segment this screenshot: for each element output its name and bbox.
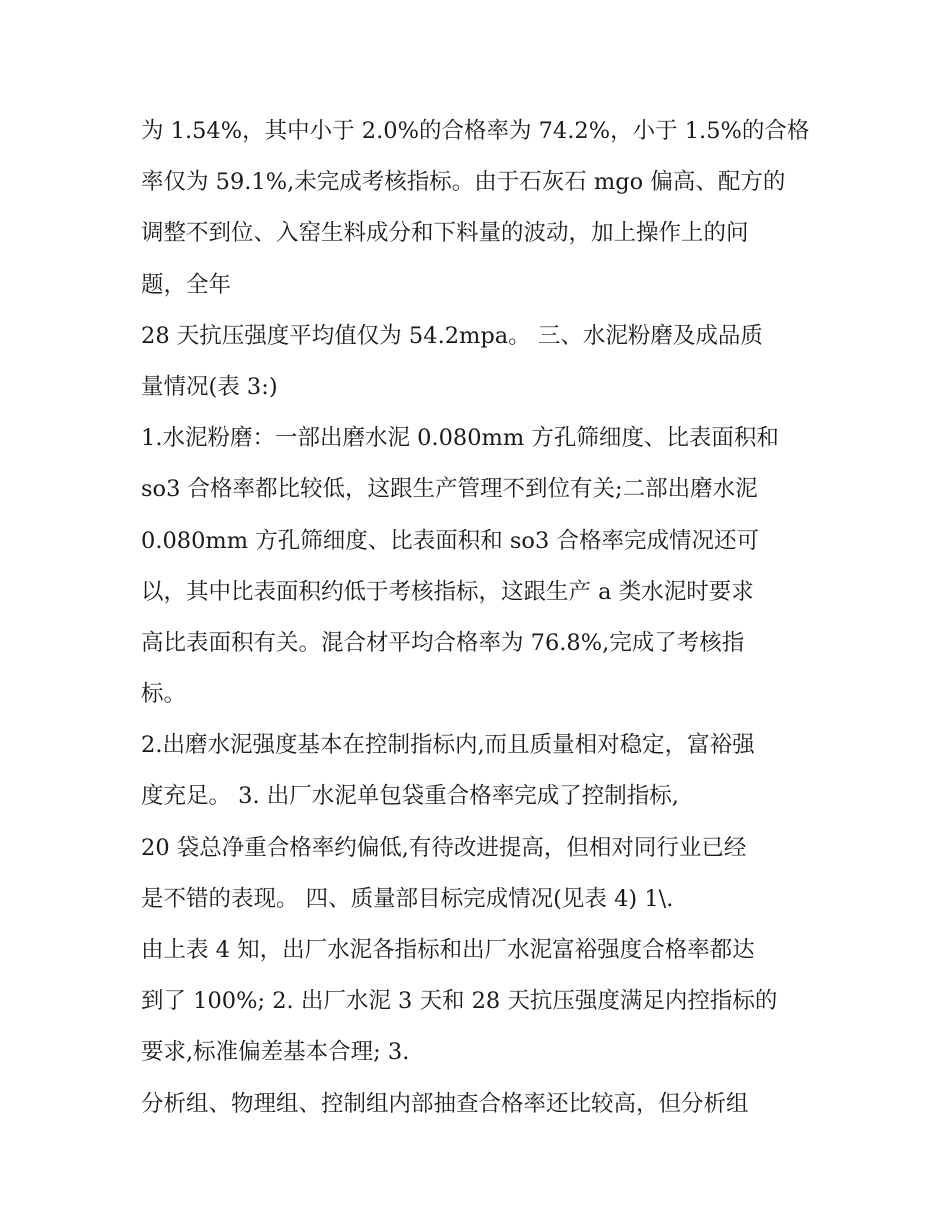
text-line: 到了 100%; 2. 出厂水泥 3 天和 28 天抗压强度满足内控指标的 (141, 988, 778, 1015)
body-text (141, 106, 821, 1130)
text-line: 高比表面积有关。混合材平均合格率为 76.8%,完成了考核指 (141, 629, 745, 656)
text-line: 题，全年 (141, 271, 232, 298)
text-line: 为 1.54%，其中小于 2.0%的合格率为 74.2%，小于 1.5%的合格 (141, 118, 810, 144)
text-line: 调整不到位、入窑生料成分和下料量的波动，加上操作上的问 (141, 220, 749, 247)
text-line: 由上表 4 知，出厂水泥各指标和出厂水泥富裕强度合格率都达 (141, 937, 755, 963)
text-line: 是不错的表现。 四、质量部目标完成情况(见表 4) 1\. (141, 885, 674, 912)
text-line: 1.水泥粉磨：一部出磨水泥 0.080mm 方孔筛细度、比表面积和 (141, 425, 779, 452)
text-line: 量情况(表 3:) (141, 373, 278, 400)
text-line: 标。 (141, 681, 187, 708)
text-line: 20 袋总净重合格率约偏低,有待改进提高，但相对同行业已经 (141, 834, 747, 861)
text-line: 28 天抗压强度平均值仅为 54.2mpa。 三、水泥粉磨及成品质 (141, 322, 763, 349)
text-line: 0.080mm 方孔筛细度、比表面积和 so3 合格率完成情况还可 (141, 527, 759, 554)
text-line: 要求,标准偏差基本合理; 3. (141, 1039, 410, 1066)
text-line: 度充足。 3. 出厂水泥单包袋重合格率完成了控制指标, (141, 783, 679, 810)
text-line: 率仅为 59.1%,未完成考核指标。由于石灰石 mgo 偏高、配方的 (141, 169, 786, 196)
text-line: so3 合格率都比较低，这跟生产管理不到位有关;二部出磨水泥 (141, 476, 758, 503)
text-line: 分析组、物理组、控制组内部抽查合格率还比较高，但分析组 (141, 1090, 749, 1117)
text-line: 以，其中比表面积约低于考核指标，这跟生产 a 类水泥时要求 (141, 578, 754, 605)
text-line: 2.出磨水泥强度基本在控制指标内,而且质量相对稳定，富裕强 (141, 732, 755, 759)
